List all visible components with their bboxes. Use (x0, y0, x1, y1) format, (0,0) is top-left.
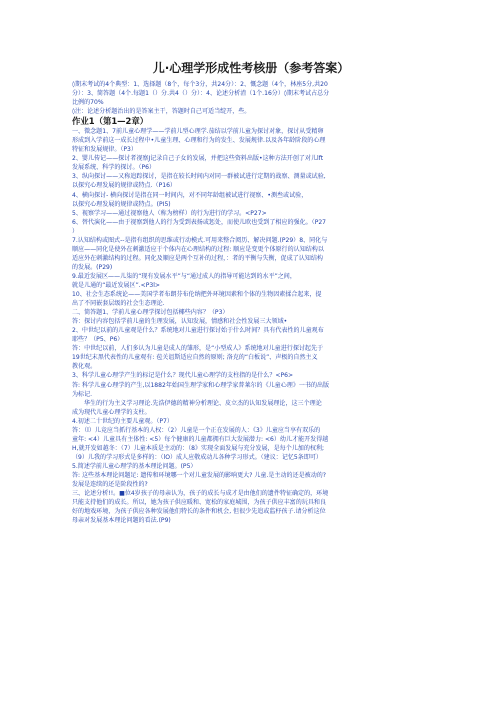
text-line: 答：（l）儿竞应当抓行基本的人权：（2）儿童是一个正在发展的人：《3》儿童应当享有双乐的 (72, 426, 321, 434)
text-line: 2、中世纪以前的儿童观是什么？系统地对儿童进行探讨始于什么时间？具有代表性的儿童观布 (72, 327, 324, 335)
text-line: 4.初述二十世纪的主要儿童观。（P7） (72, 417, 173, 425)
text-line: 7.认知结构或图式--是指有组织的思维或行动模式.可用来整合阅历、解决问题.(P29）8、同化与 (72, 236, 328, 244)
text-line: H,就开发如越冬：（7）儿童本质是主动的：（8》实现全面发展与充分发展，是每个儿加的权利; (72, 444, 325, 452)
text-line: 二、简答题1、学前儿童心理学探讨包括椰些内容？（P3） (72, 309, 229, 317)
intro-line: 比例的70% (72, 99, 104, 107)
text-line: 答：探讨内容包括学前儿童的生理发展，认知发展，情感和社会性发展三大领域• (72, 318, 288, 326)
text-line: 三、论述分析!!。■位4岁孩子的母亲认为，孩子的成长与成才是由他们的遗件特征确定的，环境 (72, 490, 329, 498)
text-line: 母亲对发展基本理论问题的看法.(P9) (72, 517, 171, 525)
text-line: 答：中世纪以前，人们多认为儿童是成人的雏形，是“小型成人》系统地对儿童进行探讨起先于 (72, 345, 324, 353)
text-line: 5、视察学习——通过视察他人（称为榜样）的行为进行的学习。<P27> (72, 209, 267, 217)
section-heading: 作业1（第1—2章） (72, 116, 149, 127)
text-line: 以探究心理发展的规律或特点。(PI5) (72, 200, 171, 208)
text-line: 教化观。 (72, 363, 97, 371)
text-line: 只能支持他们的成长。所以，她为孩子供应暖和、宽松的家庭城围，为孩子供应丰富的玩具和良 (72, 499, 326, 507)
text-line: 好的地戏环境，为孩子供应各种发展他们特长的条件和机会, 但很少先追或监杼孩子.请分析这位 (72, 508, 326, 516)
text-line: 答: 这些基本理论问题足: 遗传和环境哪一个对儿童发展的影响更大? 儿童.是主动的还是被动的? (72, 471, 327, 479)
text-line: 就是儿通的“最近发展区”.<P3l> (72, 281, 160, 289)
intro-line: ◊注：论述分析题治出的是答案主干，答题时自己可适当绽开，些。 (72, 108, 251, 116)
text-line: 特征和发展规律。（P3） (72, 146, 137, 154)
text-line: 出了不同嵌套层级的社会生态理论. (72, 300, 165, 308)
text-line: 发展是连续的还是阶段性的? (72, 481, 148, 489)
text-line: 5.简述学前儿童心理学的基本理论问题。(P5） (72, 462, 197, 470)
text-line: ） (72, 227, 79, 235)
text-line: 耶些？（P5、P6） (72, 336, 124, 344)
text-line: 3、纵向探讨——又称追踪探讨，是指在较长时间内对同一群被试进行定期的战察、测量或试验, (72, 173, 326, 181)
text-line: 9.最近发展区——儿柒的“现有发展水平”与“通过成人的指导可能达到的水平”之间， (72, 272, 296, 280)
intro-line: 分）：3、简答题（4个.每题1（）分.共4（）分）：4、论述分析渣（1个.16分）◊期末考试占总分 (72, 90, 330, 98)
text-line: 6、替代演化——由于视察到他人的行为受到表扬或惩处，而使儿欧也受到了相应的强化。（P27 (72, 218, 327, 226)
text-line: 一、微念题1、7前儿童心理学——学前儿型心理学.茄结以学前儿童为探讨对象，探讨从受精卵 (72, 128, 324, 136)
assignment-body (72, 127, 430, 525)
document-page (72, 60, 430, 525)
text-line: 为标记. (72, 390, 93, 398)
text-line: 以探究心理发展的规律或特点.（P16） (72, 182, 176, 190)
text-line: 适应外在刺激结构的过程。同化及顺应是两个互补的过程，：者的平衡与失衡，促成了认知结构 (72, 254, 323, 262)
text-line: 10、社会生态系统论——美国学者布朗芬布伦纳把外环境因素和个体的生物因素揉合起来，提 (72, 291, 322, 299)
text-line: 顺应——同化是使外在刺激适应于个体内在心理结构的过程: 顺应是变更个体原行的认知结构以 (72, 245, 324, 253)
text-line: （9）儿我的学习形式是多样的：（lO）成人应敬成动儿各种学习形式。（建议：记忆5条即可） (72, 453, 322, 461)
intro-line: ◊期末考试的4个典型：1、选择题（8个，每个3分，共24分）：2、慨念题（4个，林座5分,共20 (72, 81, 328, 88)
exam-notes (72, 80, 430, 116)
text-line: 答: 科学儿童心理学的产生,以1882年始国生理学家和心理学家普莱尔的《儿童心理》一书的出版 (72, 381, 330, 389)
page-title: 儿·心理学形成性考核册（参考答案） (152, 61, 350, 75)
text-line: 2、婴儿传记——探讨者视察J记录自己子女的发展，并把这些资料出版•这种方法开创了对儿lft (72, 155, 324, 163)
text-line: 4、横向探讨- 横向探讨是指在同一时间内，对不同年龄组被试进行视察、•测叁或试验， (72, 191, 308, 199)
text-line: 华生的行为主义学习理论.先浩伊德的精神分析理论、皮立杰的认知发展理论，这三个理论 (84, 399, 322, 407)
text-line: 形成到入学前这一成长过程中•儿童生理、心理和行为的发生、发展规律.以及各年龄阶段的心理 (72, 137, 326, 145)
text-line: 19世纪末黑代表性的儿童观有: 苞关诅斯适应自然的原则; 洛克的“白板说”、声极的自然主义 (72, 354, 318, 362)
text-line: 成为现代儿童心理学的支柱。 (72, 408, 151, 416)
text-line: 的发展。(P29) (72, 263, 113, 271)
text-line: 童年: <4）儿童具有主体性: <5）每个健康的儿童都拥有巨大发展潜力: <6）幼儿才能开发得越 (72, 435, 329, 443)
text-line: 发展系统、科学的探讨。（P6） (72, 164, 156, 172)
text-line: 3、科学儿童心理学产生的标记是什么？现代儿童心理学的支柱指的是什么？<P6> (72, 372, 294, 380)
